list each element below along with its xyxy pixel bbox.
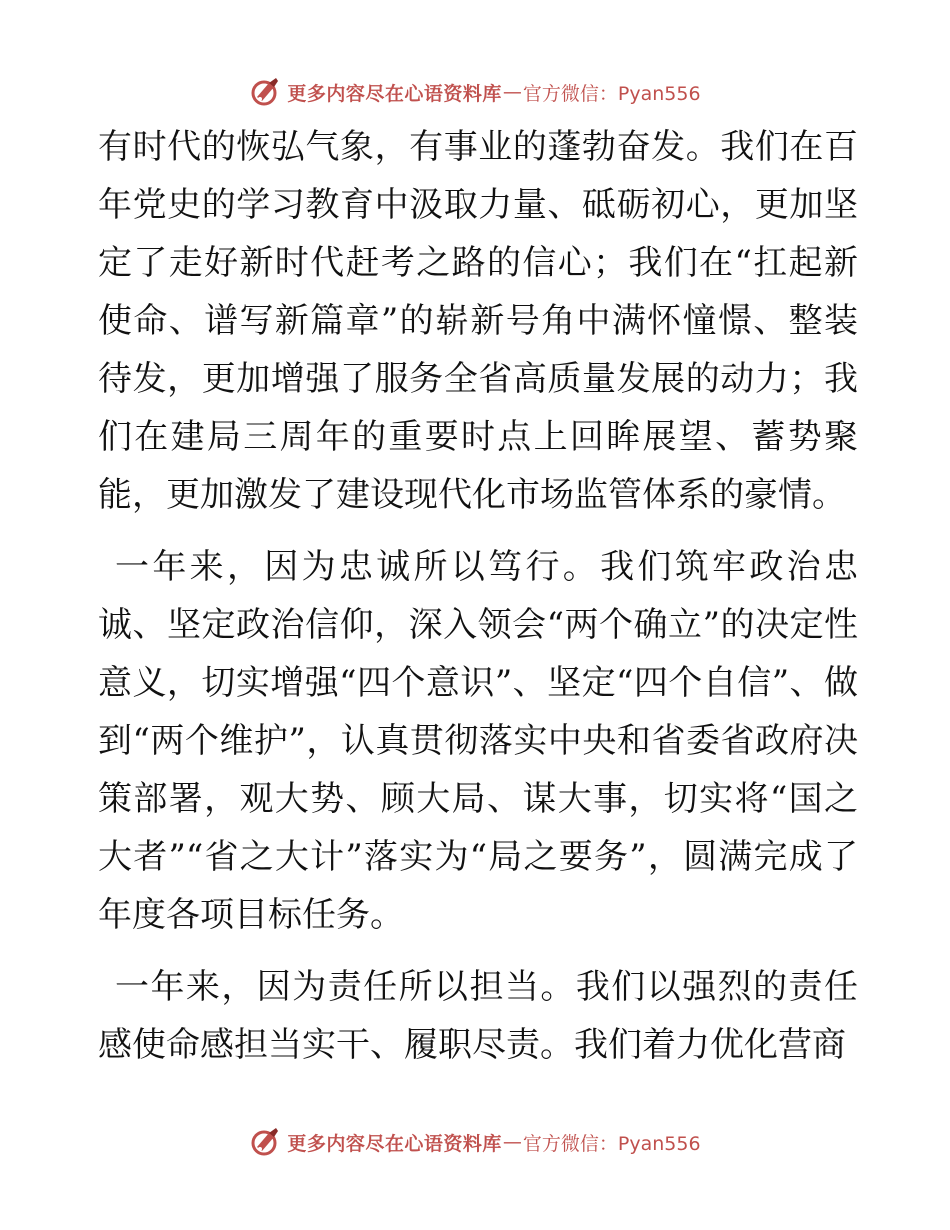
paragraph-2: 一年来，因为忠诚所以笃行。我们筑牢政治忠诚、坚定政治信仰，深入领会“两个确立”的决定性意义，切实增强“四个意识”、坚定“四个自信”、做到“两个维护”，认真贯彻落实中央和省委省政府决策部署，观大势、顾大局、谋大事，切实将“国之大者”“省之大计”落实为“局之要务”，圆满完成了年度各项目标任务。 xyxy=(98,547,858,935)
watermark-brand: 更多内容尽在心语资料库 xyxy=(287,82,502,105)
paragraph-3: 一年来，因为责任所以担当。我们以强烈的责任感使命感担当实干、履职尽责。我们着力优化营商 xyxy=(98,967,858,1065)
watermark-brand: 更多内容尽在心语资料库 xyxy=(287,1132,502,1155)
watermark-separator: — xyxy=(502,81,522,103)
watermark-account: 官方微信：Pyan556 xyxy=(522,82,701,105)
paragraph-1: 有时代的恢弘气象，有事业的蓬勃奋发。我们在百年党史的学习教育中汲取力量、砥砺初心，更加坚定了走好新时代赶考之路的信心；我们在“扛起新使命、谱写新篇章”的崭新号角中满怀憧憬、整装待发，更加增强了服务全省高质量发展的动力；我们在建局三周年的重要时点上回眸展望、蓄势聚能，更加激发了建设现代化市场监管体系的豪情。 xyxy=(98,127,858,515)
document-body xyxy=(98,118,858,1074)
footer-watermark xyxy=(0,1122,950,1162)
brand-logo-icon xyxy=(249,1125,283,1159)
brand-logo-icon xyxy=(249,75,283,109)
watermark-separator: — xyxy=(502,1131,522,1153)
header-watermark xyxy=(0,72,950,112)
watermark-account: 官方微信：Pyan556 xyxy=(522,1132,701,1155)
